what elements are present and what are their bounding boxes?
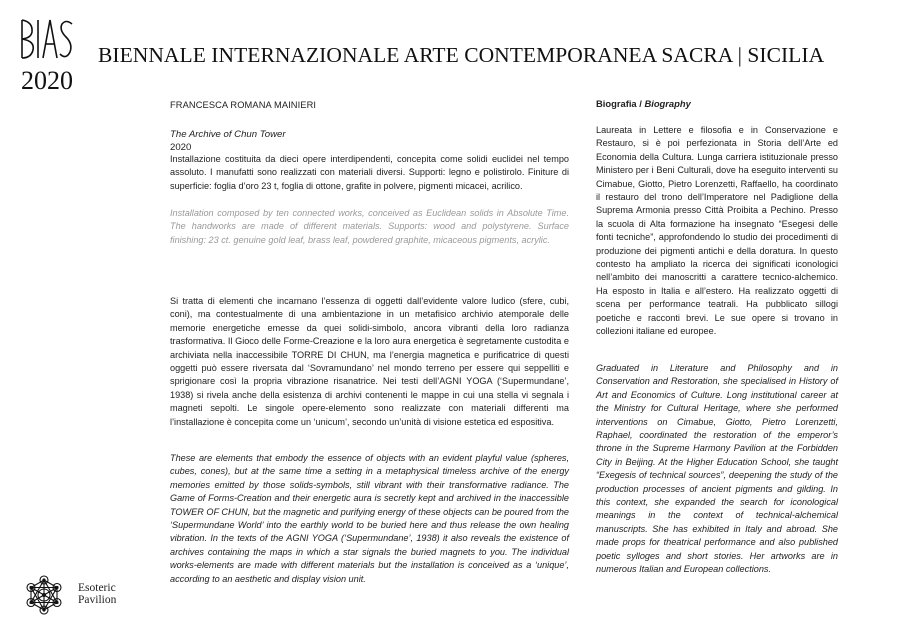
page-title: BIENNALE INTERNAZIONALE ARTE CONTEMPORANEA SACRA | SICILIA <box>98 43 825 67</box>
biography-heading-it: Biografia / <box>596 98 645 109</box>
bias-logo <box>18 16 76 96</box>
footer-brand <box>78 582 116 606</box>
biography-text-it: Laureata in Lettere e filosofia e in Conservazione e Restauro, si è poi perfezionata in Storia dell’Arte ed Economia della Cultura. Lunga carriera istituzionale presso Ministero per i Beni Culturali, dove ha eseguito interventi su Cimabue, Giotto, Pietro Lorenzetti, Raffaello, ha coordinato il restauro del trono dell’Imperatore nel Padiglione della Suprema Armonia presso Città Proibita a Pechino. Presso la scuola di Alta formazione ha insegnato “Esegesi delle fonti tecniche”, approfondendo lo studio dei procedimenti di produzione dei pigmenti antichi e della doratura. In questo contesto ha ampliato la ricerca dei significati iconologici nell’ambito dei manoscritti a carattere tecnico-alchemico. Ha esposto in Italia e all’estero. Ha realizzato oggetti di scena per performance teatrali. Ha pubblicato sillogi poetiche e racconti brevi. Le sue opere si trovano in collezioni italiane ed europee. <box>596 125 838 337</box>
artwork-title: The Archive of Chun Tower <box>170 129 286 140</box>
biography-text-en: Graduated in Literature and Philosophy and in Conservation and Restoration, she specialised in History of Art and Economics of Culture. Long institutional career at the Ministry for Cultural Heritage, where she performed interventions on Cimabue, Giotto, Pietro Lorenzetti, Raphael, coordinated the restoration of the emperor’s throne in the Supreme Harmony Pavilion at the Forbidden City in Beijing. At the Higher Education School, she taught “Exegesis of technical sources”, deepening the study of the production processes of ancient pigments and gilding. In this context, she expanded the search for iconological meanings in the context of technical-alchemical manuscripts. She has exhibited in Italy and abroad. She made props for theatrical performance and also published poetic sylloges and short stories. Her artworks are in numerous Italian and European collections. <box>596 363 838 575</box>
bias-logo-mark <box>18 16 76 62</box>
artwork-description-it: Installazione costituita da dieci opere interdipendenti, concepita come solidi euclidei nel tempo assoluto. I manufatti sono realizzati con materiali diversi. Supporti: legno e polistirolo. Finiture di superficie: foglia d’oro 23 t, foglia di ottone, grafite in polvere, pigmenti micacei, acrilico. <box>170 154 569 191</box>
biography-heading-en: Biography <box>644 98 691 109</box>
sacred-geometry-icon <box>22 572 66 618</box>
artwork-text-it: Si tratta di elementi che incarnano l’essenza di oggetti dall’evidente valore ludico (sfere, cubi, coni), ma contestualmente di una ambientazione in un metafisico archivio atemporale delle memorie energetiche emesse da quei solidi-simbolo, ancora vibranti della loro radianza trasformativa. Il Gioco delle Forme-Creazione e la loro aura energetica è segretamente custodita e archiviata nella inaccessibile TORRE DI CHUN, ma l’energia magnetica e purificatrice di questi oggetti può essere riversata dal ‘Sovramundano’ nel mondo terreno per essere qui seppelliti e sprigionare così la propria vibrazione risanatrice. Nei testi dell’AGNI YOGA (‘Supermundane’, 1938) si rivela anche della esistenza di archivi contenenti le mappe in cui una stella vi segnala i magneti sepolti. Le singole opere-elemento sono realizzate con materiali differenti ma l’installazione è concepita come un ‘unicum’, secondo un’unità di visione estetica ed espositiva. <box>170 296 569 427</box>
biography-heading <box>596 98 691 109</box>
artwork-year: 2020 <box>170 142 192 153</box>
footer-brand-line1: Esoteric <box>78 582 116 594</box>
artist-name: FRANCESCA ROMANA MAINIERI <box>170 100 317 110</box>
artwork-description-en: Installation composed by ten connected works, conceived as Euclidean solids in Absolute Time. The handworks are made of different materials. Supports: wood and polystyrene. Surface finishing: 23 ct. genuine gold leaf, brass leaf, powdered graphite, micaceous pigments, acrylic. <box>170 208 569 245</box>
artwork-text-en: These are elements that embody the essence of objects with an evident playful value (spheres, cubes, cones), but at the same time a setting in a metaphysical timeless archive of the energy memories emitted by those solids-symbols, still vibrant with their transformative radiance. The Game of Forms-Creation and their energetic aura is secretly kept and archived in the inaccessible TOWER OF CHUN, but the magnetic and purifying energy of these objects can be poured from the ‘Supermundane World’ into the earthly world to be buried here and thus release the own healing vibration. In the texts of the AGNI YOGA (‘Supermundane’, 1938) it also reveals the existence of archives containing the maps in which a star signals the buried magnets to you. The individual works-elements are made with different materials but the installation is conceived as a ‘unique’, according to an aesthetic and display vision unit. <box>170 453 569 584</box>
footer-brand-line2: Pavilion <box>78 594 117 606</box>
logo-year: 2020 <box>21 66 73 95</box>
